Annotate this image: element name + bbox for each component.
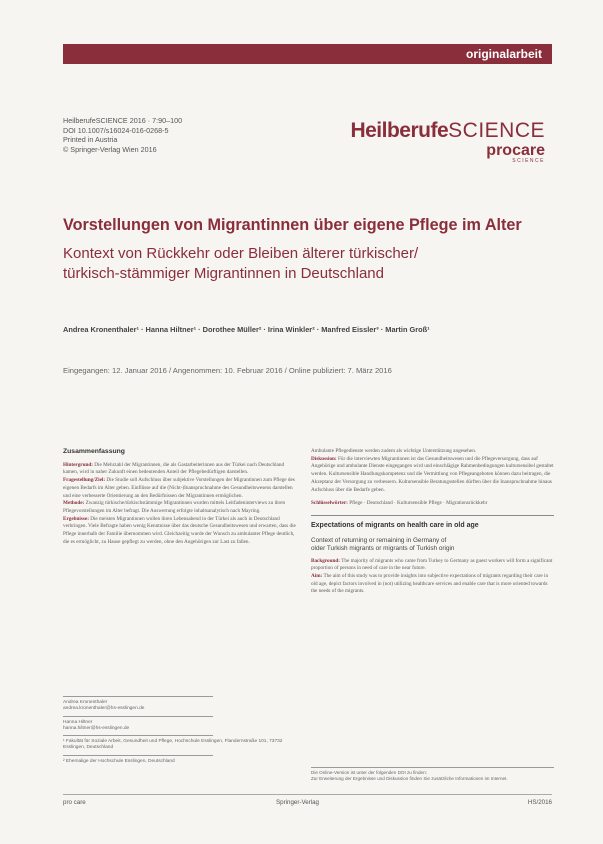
- doi: DOI 10.1007/s16024-016-0268-5: [63, 125, 169, 135]
- journal-logo: [350, 119, 545, 164]
- footer-page: HS/2016: [527, 799, 552, 806]
- divider: [311, 515, 554, 516]
- abstract-heading: Zusammenfassung: [63, 448, 125, 455]
- received-dates: Eingegangen: 12. Januar 2016 / Angenommen: 10. Februar 2016 / Online publiziert: 7. März 2016: [63, 366, 392, 375]
- english-subtitle: Context of returning or remaining in Germany of older Turkish migrants or migrants of Turkish origin: [311, 536, 455, 552]
- section-label: originalarbeit: [465, 47, 542, 61]
- keywords: Schlüsselwörter: Pflege · Deutschland · Kultursensible Pflege · Migrationsrückkehr: [311, 500, 488, 507]
- correspondence-name: Andrea Kronenthaler: [63, 700, 108, 705]
- abstract-paragraph: Hintergrund: Die Mehrzahl der Migrantinnen, die als Gastarbeiterinnen aus der Türkei nach Deutschland kamen, wird in naher Zukunft einen bedeutenden Anteil der Pflegebedürftigen darstellen.: [63, 461, 285, 476]
- correspondence-email[interactable]: hanna.hiltner@hs-esslingen.de: [63, 725, 130, 731]
- procare-logo: procare: [486, 142, 545, 159]
- correspondence-email[interactable]: andrea.kronenthaler@hs-esslingen.de: [63, 706, 145, 712]
- abstract-paragraph: Ergebnisse: Die meisten Migrantinnen wollen ihren Lebensabend in der Türkei als auch in Deutschland verbringen. Viele Befragte haben wenig Kenntnisse über das deutsche Gesundheitswesen und erwarten, dass die Pflege innerhalb der Familie übernommen wird. Gleichzeitig wurde der Wunsch zu ambulanter Pflege deutlich, die es ermöglicht, zu Hause gepflegt zu werden, ohne den Angehörigen zur Last zu fallen.: [63, 515, 296, 545]
- footer-journal: pro care: [63, 799, 86, 806]
- footer-publisher: Springer-Verlag: [276, 799, 319, 806]
- article-subtitle: Kontext von Rückkehr oder Bleiben älterer türkischer/ türkisch-stämmiger Migrantinnen in Deutschland: [63, 245, 419, 282]
- article-title: Vorstellungen von Migrantinnen über eigene Pflege im Alter: [63, 216, 522, 234]
- journal-name: HeilberufeSCIENCE: [350, 119, 545, 142]
- english-title: Expectations of migrants on health care in old age: [311, 521, 479, 529]
- online-note: Die Online-Version ist unter der folgenden DOI zu finden: Zur Erweiterung der Ergebnisse und Diskussion finden Sie zusätzliche Informationen im Internet.: [311, 767, 554, 782]
- copyright: © Springer-Verlag Wien 2016: [63, 144, 157, 154]
- correspondence-footnotes: [63, 693, 298, 765]
- section-band: [63, 44, 552, 64]
- abstract-right-column: [311, 448, 554, 596]
- citation-block: [63, 116, 182, 154]
- abstract-paragraph: Diskussion: Für die interviewten Migrantinnen ist das Gesundheitswesen und die Pflegeversorgung, dass auf Angehörige und ambulante Dienste eingegangen wird und einschlägige Rahmenbedingungen kultursensibel gestaltet werden. Kultursensible Handlungskompetenz und die Vermittlung von Pflegeangeboten können dazu beitragen, die Akzeptanz der Versorgung zu verbessern. Kultursensible Beratungsstellen dürften über die Inanspruchnahme hinaus Aufschluss über die Bedarfe geben.: [311, 455, 554, 493]
- affiliation: ² Ehemalige der Hochschule Esslingen, Deutschland: [63, 758, 175, 764]
- citation: HeilberufeSCIENCE 2016 · 7:90–100: [63, 116, 183, 125]
- footer-rule: [63, 794, 552, 795]
- printed-in: Printed in Austria: [63, 135, 118, 145]
- abstract-paragraph: Fragestellung/Ziel: Die Studie soll Aufschluss über subjektive Vorstellungen der Migrantinnen zum Pflege des eigenen Bedarfs im Alter geben. Einflüsse auf die (Nicht-)Inanspruchnahme des Gesundheitswesens darstellen und eine verbesserte Orientierung an den Bedürfnissen der Migrantinnen ermöglichen.: [63, 477, 295, 499]
- procare-sublabel: SCIENCE: [512, 158, 545, 164]
- affiliation: ¹ Fakultät für Soziale Arbeit, Gesundheit und Pflege, Hochschule Esslingen, Flandernstraße 101, 73732 Esslingen, Deutschland: [63, 739, 283, 751]
- abstract-paragraph: Background: The majority of migrants who came from Turkey to Germany as guest workers will form a significant proportion of persons in need of care in the near future.: [311, 557, 553, 572]
- abstract-german: [63, 448, 298, 546]
- abstract-paragraph: Ambulante Pflegedienste werden zudem als wichtige Unterstützung angesehen.: [311, 448, 477, 454]
- abstract-paragraph: Methode: Zwanzig türkische/türkischstämmige Migrantinnen wurden mittels Leitfadeninterviews zu ihren Pflegevorstellungen im Alter befragt. Die Auswertung erfolgte inhaltsanalytisch nach Mayring.: [63, 500, 286, 514]
- author-list: Andrea Kronenthaler¹ · Hanna Hiltner¹ · Dorothee Müller² · Irina Winkler² · Manfred Eissler³ · Martin Groß¹: [63, 325, 430, 334]
- abstract-paragraph: Aim: The aim of this study was to provide insights into subjective expectations of migrants regarding their care in old age, depict factors involved in (not) utilizing healthcare services and enable care that is more oriented towards the needs of the migrants.: [311, 573, 549, 595]
- correspondence-name: Hanna Hiltner: [63, 719, 93, 725]
